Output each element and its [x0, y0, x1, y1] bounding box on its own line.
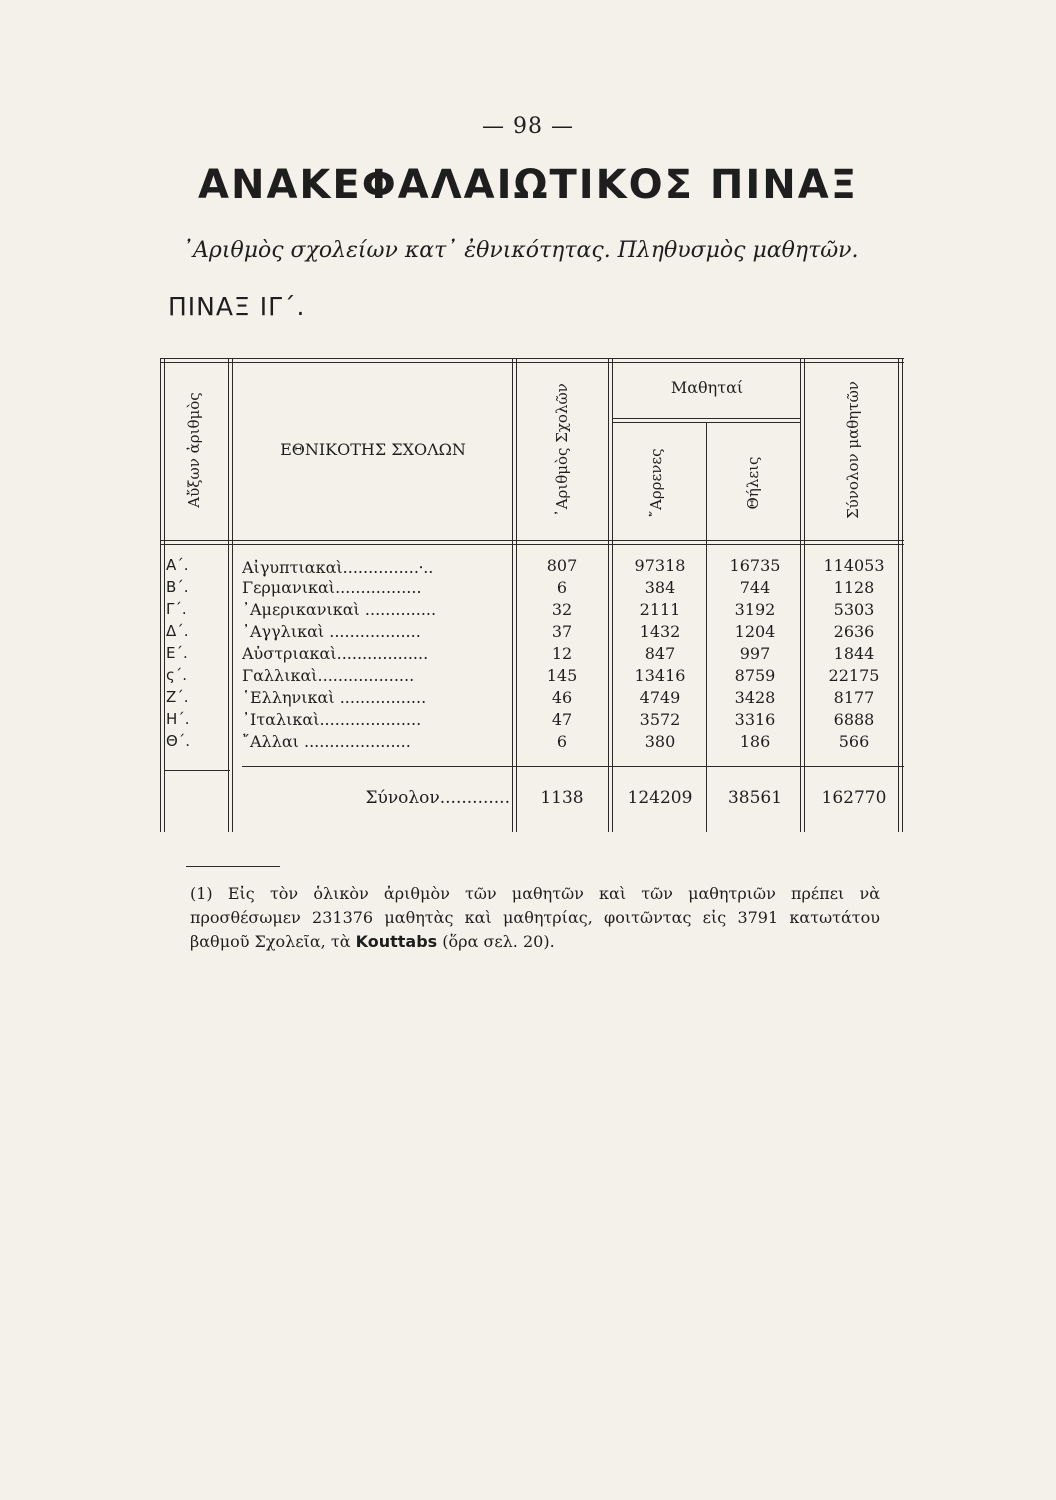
- row-schools: 807: [546, 556, 578, 575]
- header-nationality: ΕΘΝΙΚΟΤΗΣ ΣΧΟΛΩΝ: [280, 440, 466, 459]
- row-total: 2636: [833, 622, 875, 641]
- table-row: [160, 622, 904, 644]
- table-row: [160, 732, 904, 754]
- row-schools: 145: [546, 666, 578, 685]
- row-girls: 3192: [734, 600, 776, 619]
- row-schools: 46: [551, 688, 573, 707]
- row-nationality: ᾿Αμερικανικαὶ ..............: [242, 600, 437, 619]
- page-title: ΑΝΑΚΕΦΑΛΑΙΩΤΙΚΟΣ ΠΙΝΑΞ: [198, 162, 858, 208]
- row-index: Ζ΄.: [166, 688, 189, 706]
- row-boys: 2111: [639, 600, 681, 619]
- header-students-group: Μαθηταί: [670, 378, 744, 397]
- row-index: Ε΄.: [166, 644, 188, 662]
- row-nationality: ῾Ελληνικαὶ .................: [242, 688, 427, 707]
- row-schools: 6: [556, 578, 568, 597]
- header-bottom-rule-inner: [160, 544, 904, 545]
- row-schools: 32: [551, 600, 573, 619]
- row-nationality: Αὐστριακαὶ..................: [242, 644, 429, 663]
- row-girls: 16735: [729, 556, 781, 575]
- summary-table: [160, 358, 904, 832]
- row-boys: 847: [644, 644, 676, 663]
- row-index: Α΄.: [166, 556, 189, 574]
- row-schools: 47: [551, 710, 573, 729]
- total-label: Σύνολον.............: [365, 788, 510, 808]
- table-total-row: [160, 788, 904, 810]
- students-subheader-rule: [612, 418, 800, 419]
- row-schools: 37: [551, 622, 573, 641]
- footnote-divider: [186, 866, 280, 867]
- header-girls: Θήλεις: [744, 456, 762, 510]
- subtitle: ᾿Αριθμὸς σχολείων κατ᾿ ἐθνικότητας. Πληθυσμὸς μαθητῶν.: [182, 238, 859, 263]
- row-nationality: Γερμανικαὶ.................: [242, 578, 422, 597]
- row-nationality: ῎Αλλαι .....................: [242, 732, 411, 751]
- row-girls: 3428: [734, 688, 776, 707]
- header-bottom-rule: [160, 540, 904, 541]
- total-schools: 1138: [540, 788, 584, 808]
- row-boys: 384: [644, 578, 676, 597]
- table-row: [160, 688, 904, 710]
- row-girls: 744: [739, 578, 771, 597]
- page-number: — 98 —: [482, 114, 574, 139]
- row-nationality: ᾿Αγγλικαὶ ..................: [242, 622, 421, 641]
- row-boys: 97318: [634, 556, 686, 575]
- table-row: [160, 600, 904, 622]
- table-row: [160, 578, 904, 600]
- row-total: 566: [838, 732, 870, 751]
- header-boys: ῎Αρρενες: [647, 448, 665, 518]
- total-row-rule-left: [164, 770, 230, 771]
- row-boys: 380: [644, 732, 676, 751]
- row-boys: 3572: [639, 710, 681, 729]
- row-index: ς΄.: [166, 666, 188, 684]
- footnote-text-2: (ὅρα σελ. 20).: [442, 932, 555, 951]
- footnote: [190, 882, 880, 954]
- row-nationality: Γαλλικαὶ...................: [242, 666, 415, 685]
- header-index: Αὔξων ἀριθμὸς: [185, 392, 203, 508]
- header-total: Σύνολον μαθητῶν: [844, 381, 862, 519]
- row-index: Γ΄.: [166, 600, 187, 618]
- row-index: Δ΄.: [166, 622, 189, 640]
- table-row: [160, 644, 904, 666]
- row-girls: 8759: [734, 666, 776, 685]
- row-boys: 13416: [634, 666, 686, 685]
- row-nationality: Αἰγυπτιακαὶ...............⸱..: [242, 558, 434, 577]
- row-total: 22175: [828, 666, 880, 685]
- row-boys: 1432: [639, 622, 681, 641]
- total-girls: 38561: [727, 788, 783, 808]
- table-title: ΠΙΝΑΞ ΙΓ΄.: [168, 292, 306, 321]
- table-row: [160, 556, 904, 578]
- row-total: 6888: [833, 710, 875, 729]
- row-index: Β΄.: [166, 578, 189, 596]
- row-girls: 1204: [734, 622, 776, 641]
- row-schools: 6: [556, 732, 568, 751]
- row-total: 1128: [833, 578, 875, 597]
- total-boys: 124209: [627, 788, 693, 808]
- row-girls: 186: [739, 732, 771, 751]
- row-girls: 997: [739, 644, 771, 663]
- row-total: 8177: [833, 688, 875, 707]
- header-schools: ᾿Αριθμὸς Σχολῶν: [553, 383, 571, 517]
- row-total: 5303: [833, 600, 875, 619]
- row-boys: 4749: [639, 688, 681, 707]
- row-schools: 12: [551, 644, 573, 663]
- row-nationality: ᾿Ιταλικαὶ....................: [242, 710, 422, 729]
- row-index: Θ΄.: [166, 732, 191, 750]
- row-total: 1844: [833, 644, 875, 663]
- row-total: 114053: [823, 556, 885, 575]
- row-girls: 3316: [734, 710, 776, 729]
- table-row: [160, 710, 904, 732]
- total-total: 162770: [821, 788, 887, 808]
- row-index: Η΄.: [166, 710, 190, 728]
- table-row: [160, 666, 904, 688]
- table-top-border-inner: [160, 362, 904, 363]
- table-top-border: [160, 358, 904, 359]
- footnote-text-1: (1) Εἰς τὸν ὁλικὸν ἀριθμὸν τῶν μαθητῶν καὶ τῶν μαθητριῶν πρέπει νὰ προσθέσωμεν 231376 μαθητὰς καὶ μαθητρίας, φοιτῶντας εἰς 3791 κατωτάτου βαθμοῦ Σχολεῖα, τὰ: [190, 884, 880, 951]
- footnote-reference: Kouttabs: [355, 932, 438, 951]
